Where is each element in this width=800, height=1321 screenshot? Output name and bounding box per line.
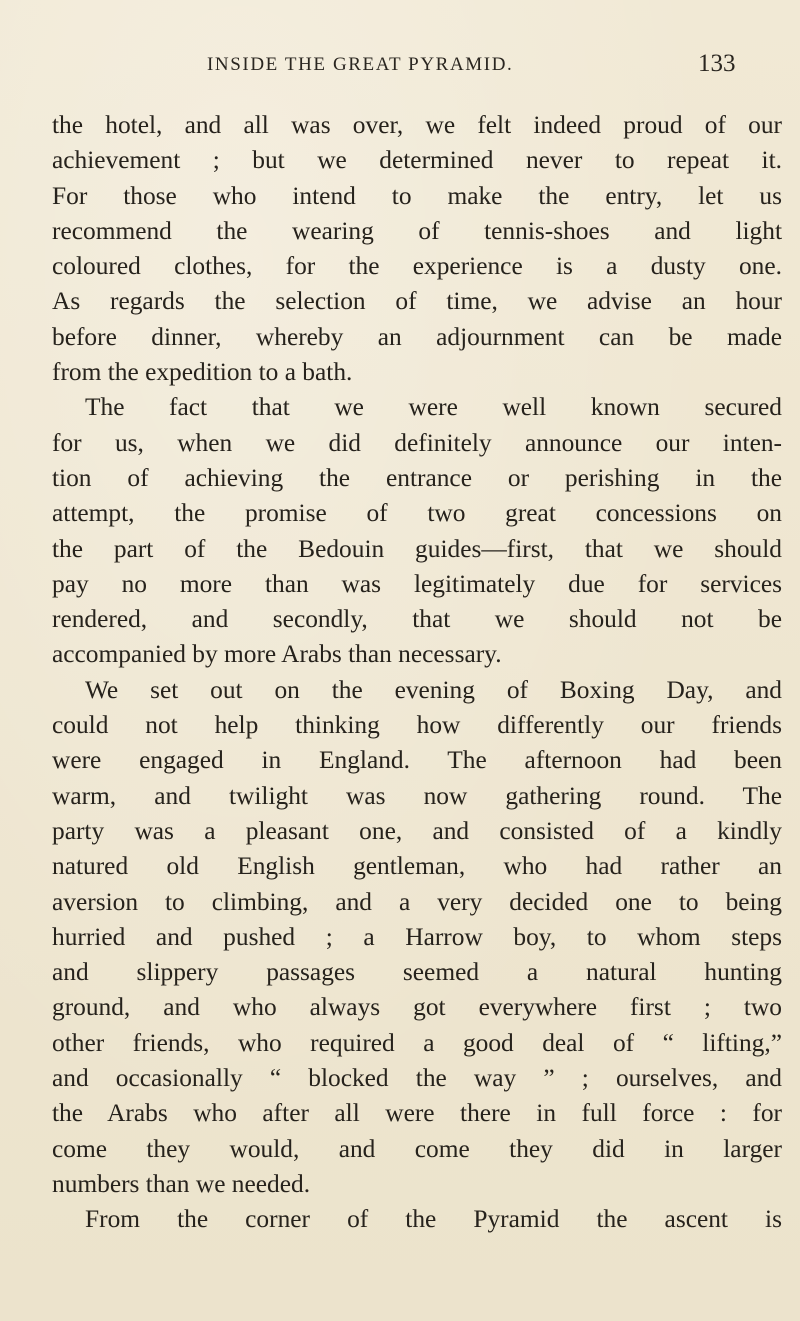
text-line: come they would, and come they did in larger (52, 1134, 782, 1163)
text-line: As regards the selection of time, we advise an hour (52, 287, 782, 316)
text-line: and occasionally “ blocked the way ” ; ourselves, and (52, 1064, 782, 1093)
text-line: the part of the Bedouin guides—first, that we should (52, 534, 782, 563)
text-line: From the corner of the Pyramid the ascent is (85, 1205, 782, 1234)
text-line: other friends, who required a good deal of “ lifting,” (52, 1028, 782, 1057)
text-line: aversion to climbing, and a very decided one to being (52, 887, 782, 916)
page-header (0, 50, 800, 84)
page-number: 133 (698, 50, 736, 77)
text-line: accompanied by more Arabs than necessary. (52, 640, 502, 669)
text-line: warm, and twilight was now gathering round. The (52, 781, 782, 810)
text-line: ground, and who always got everywhere first ; two (52, 993, 782, 1022)
text-line: were engaged in England. The afternoon had been (52, 746, 782, 775)
text-line: party was a pleasant one, and consisted of a kindly (52, 816, 782, 845)
text-line: tion of achieving the entrance or perishing in the (52, 463, 782, 492)
text-line: natured old English gentleman, who had rather an (52, 852, 782, 881)
text-line: achievement ; but we determined never to repeat it. (52, 146, 782, 175)
body-text (52, 108, 782, 1238)
text-line: recommend the wearing of tennis-shoes and light (52, 216, 782, 245)
text-line: the Arabs who after all were there in full force : for (52, 1099, 782, 1128)
text-line: before dinner, whereby an adjournment can be made (52, 322, 782, 351)
text-line: hurried and pushed ; a Harrow boy, to whom steps (52, 922, 782, 951)
text-line: numbers than we needed. (52, 1169, 311, 1198)
running-head: INSIDE THE GREAT PYRAMID. (207, 54, 514, 75)
text-line: could not help thinking how differently our friends (52, 711, 782, 740)
text-line: pay no more than was legitimately due for services (52, 569, 782, 598)
text-line: rendered, and secondly, that we should not be (52, 605, 782, 634)
text-line: for us, when we did definitely announce our inten- (52, 428, 782, 457)
text-line: The fact that we were well known secured (85, 393, 782, 422)
text-line: For those who intend to make the entry, let us (52, 181, 782, 210)
text-line: coloured clothes, for the experience is a dusty one. (52, 252, 782, 281)
text-line: the hotel, and all was over, we felt indeed proud of our (52, 111, 782, 139)
text-line: and slippery passages seemed a natural hunting (52, 958, 782, 987)
text-line: attempt, the promise of two great concessions on (52, 499, 782, 528)
text-line: We set out on the evening of Boxing Day, and (85, 675, 782, 704)
text-line: from the expedition to a bath. (52, 358, 353, 387)
